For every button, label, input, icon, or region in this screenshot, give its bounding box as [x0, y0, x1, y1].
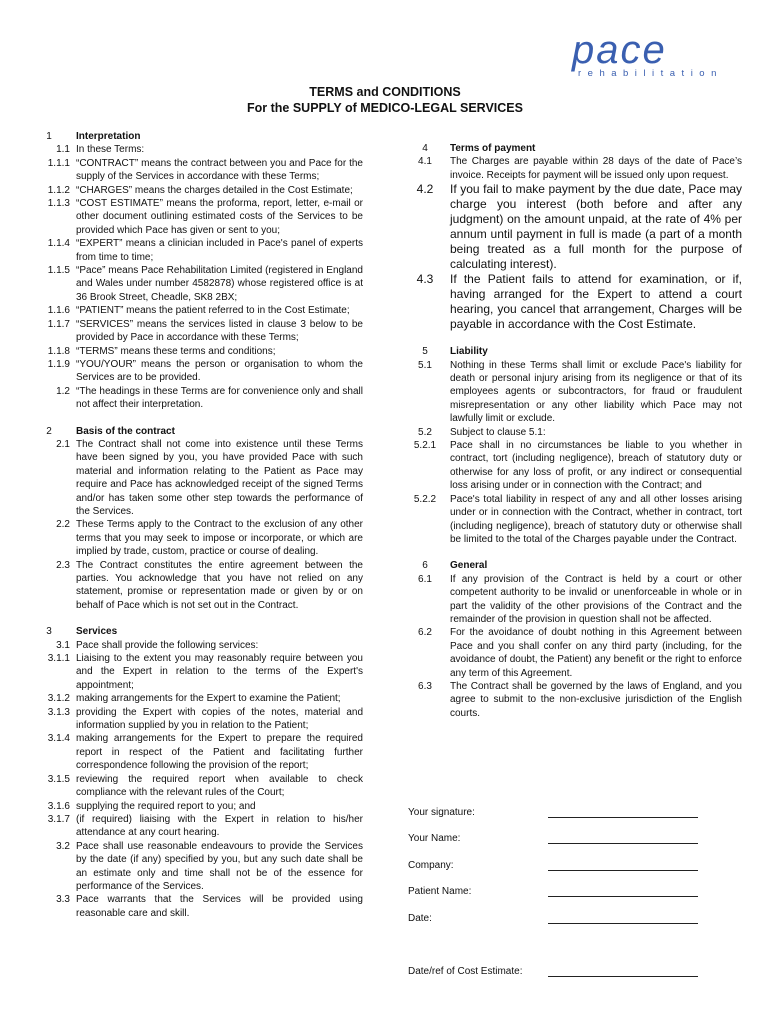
right-column [404, 142, 742, 720]
clause-number: 3.1.1 [47, 653, 70, 665]
clause [28, 813, 363, 840]
clause-number: 4.1 [418, 156, 432, 168]
signature-line[interactable] [548, 976, 698, 977]
clause-text: If you fail to make payment by the due date, Pace may charge you interest (both before and after any judgment) on the amount unpaid, at the rate of 4% per annum until payment in full is made (a part of a month being treated as a full month for the purpose of calculating interest). [450, 182, 742, 272]
clause-text: “CONTRACT” means the contract between you and Pace for the supply of the Services in accordance with these Terms; [76, 157, 363, 183]
left-column [28, 130, 363, 920]
clause [28, 157, 363, 184]
clause-text: reviewing the required report when available to check compliance with the relevant rules of the Court; [76, 773, 363, 799]
clause-text: making arrangements for the Expert to examine the Patient; [76, 693, 341, 705]
clause-number: 3.1.3 [47, 706, 70, 718]
clause-number: 5.2.2 [413, 493, 437, 505]
clause-number: 4.3 [416, 272, 434, 287]
clause-text: “CHARGES” means the charges detailed in the Cost Estimate; [76, 184, 353, 196]
clause [28, 639, 363, 652]
clause [404, 573, 742, 627]
clause [28, 438, 363, 518]
clause-number: 1.1.8 [47, 345, 70, 357]
clause [28, 264, 363, 304]
logo-subtitle: rehabilitation [578, 68, 723, 79]
clause [28, 385, 363, 412]
clause [28, 773, 363, 800]
section-title: Services [76, 626, 118, 638]
clause-number: 6.1 [418, 573, 432, 585]
clause-text: Pace shall provide the following services: [76, 639, 259, 651]
clause-text: The Contract shall be governed by the laws of England, and you agree to submit to the non-exclusive jurisdiction of the English courts. [450, 680, 742, 719]
signature-label: Patient Name: [408, 886, 472, 897]
section-gap [28, 412, 363, 425]
clause-text: Pace shall in no circumstances be liable to you whether in contract, tort (including negligence), breach of statutory duty or otherwise for any loss of profit, or any indirect or consequential loss arising under or in connection with the Contract; and [450, 440, 742, 492]
signature-line[interactable] [548, 817, 698, 818]
pace-logo [572, 30, 722, 82]
signature-label: Date/ref of Cost Estimate: [408, 966, 523, 977]
clause-number: 1.1.4 [47, 238, 70, 250]
section-heading [404, 559, 742, 572]
clause-number: 1.2 [56, 385, 70, 397]
section-title: Interpretation [76, 131, 141, 142]
clause-text: These Terms apply to the Contract to the exclusion of any other terms that you may seek to impose or incorporate, or which are implied by trade, custom, practice or course of dealing. [76, 519, 363, 558]
clause [28, 840, 363, 894]
clause-text: supplying the required report to you; and [76, 800, 256, 812]
clause-number: 2.3 [56, 559, 70, 571]
clause-text: “SERVICES” means the services listed in clause 3 below to be provided by Pace in accordance with these Terms; [76, 318, 363, 344]
clause-number: 3.1.6 [47, 800, 70, 812]
clause-number: 1.1.5 [47, 265, 70, 277]
clause [404, 182, 742, 272]
clause [404, 426, 742, 439]
clause [28, 358, 363, 385]
clause-text: (if required) liaising with the Expert in relation to his/her attendance at any court hearing. [76, 813, 363, 839]
clause [28, 345, 363, 358]
logo-wordmark: pace [572, 28, 667, 72]
clause-number: 3.1.2 [47, 693, 70, 705]
clause-text: Pace warrants that the Services will be provided using reasonable care and skill. [76, 894, 363, 919]
section-gap [28, 612, 363, 625]
section-heading [28, 130, 363, 143]
clause [28, 559, 363, 613]
clause-number: 3.3 [56, 894, 70, 906]
clause-number: 6 [422, 560, 428, 572]
clause-number: 1.1.6 [47, 305, 70, 317]
clause [28, 893, 363, 920]
clause-number: 1.1 [56, 144, 70, 156]
clause [404, 493, 742, 547]
signature-line[interactable] [548, 870, 698, 871]
clause-number: 5 [422, 346, 428, 358]
clause-text: Pace's total liability in respect of any and all other losses arising under or in connection with the Contract, whether in contract, tort (including negligence), breach of statutory duty or otherwise shall be limited to the total of the Charges payable under the Contract. [450, 493, 742, 545]
clause-text: Subject to clause 5.1: [450, 426, 546, 438]
clause-text: providing the Expert with copies of the notes, material and information supplied by you in relation to the Patient; [76, 706, 363, 732]
clause-number: 2 [46, 425, 52, 437]
clause-text: For the avoidance of doubt nothing in this Agreement between Pace and you shall confer on any third party (including, for the avoidance of doubt, the Patient) any benefit or the right to enforce any term of this Agreement. [450, 627, 742, 679]
clause-number: 1.1.7 [47, 318, 70, 330]
clause-text: The Contract constitutes the entire agreement between the parties. You acknowledge that you have not relied on any statement, promise or representation made or given by or on behalf of Pace which is not set out in the Contract. [76, 559, 363, 611]
clause-text: If the Patient fails to attend for examination, or if, having arranged for the Expert to attend a court hearing, you cancel that arrangement, Charges will be payable in accordance with the Cost Estimate. [450, 272, 742, 332]
clause-number: 2.2 [56, 519, 70, 531]
clause [404, 626, 742, 680]
doc-subtitle: For the SUPPLY of MEDICO-LEGAL SERVICES [247, 101, 523, 115]
clause [28, 518, 363, 558]
section-heading [28, 425, 363, 438]
clause [28, 732, 363, 772]
section-gap [404, 332, 742, 345]
section-heading [28, 625, 363, 638]
clause-number: 3.1.5 [47, 773, 70, 785]
signature-line[interactable] [548, 896, 698, 897]
clause-text: In these Terms: [76, 144, 145, 156]
clause [28, 706, 363, 733]
clause-number: 3.2 [56, 840, 70, 852]
section-title: Terms of payment [450, 143, 536, 154]
clause [28, 318, 363, 345]
signature-line[interactable] [548, 843, 698, 844]
doc-title: TERMS and CONDITIONS [309, 85, 461, 99]
section-title: General [450, 560, 488, 572]
clause-number: 6.2 [418, 627, 432, 639]
clause [404, 359, 742, 426]
clause-text: “TERMS” means these terms and conditions; [76, 345, 276, 357]
clause-text: The Contract shall not come into existence until these Terms have been signed by you, you have provided Pace with such material and information relating to the Patient as Pace may require and Pace has acknowledged receipt of the signed Terms and/or has taken some other step towards the performance of the Services. [76, 438, 363, 517]
signature-label: Your signature: [408, 807, 475, 818]
section-title: Basis of the contract [76, 425, 175, 437]
clause-number: 5.2.1 [413, 440, 437, 452]
clause-number: 3.1 [56, 639, 70, 651]
clause-text: “The headings in these Terms are for convenience only and shall not affect their interpretation. [76, 385, 363, 411]
clause-number: 1.1.3 [47, 198, 70, 210]
clause-text: Nothing in these Terms shall limit or exclude Pace's liability for death or personal injury arising from its negligence or that of its employees agents or subcontractors, for fraud or fraudulent misrepresentation or any other liability which Pace may not lawfully limit or exclude. [450, 359, 742, 425]
clause-text: “Pace” means Pace Rehabilitation Limited (registered in England and Wales under number 4582878) whose registered office is at 36 Brook Street, Cheadle, SK8 2BX; [76, 265, 363, 303]
section-title: Liability [450, 346, 488, 358]
clause-number: 3 [46, 626, 52, 638]
clause-number: 4.2 [416, 182, 434, 197]
clause-number: 1.1.9 [47, 358, 70, 370]
clause-number: 1.1.1 [47, 157, 70, 169]
clause [28, 237, 363, 264]
section-gap [404, 546, 742, 559]
clause-number: 4 [422, 143, 428, 154]
clause [28, 692, 363, 705]
clause-text: The Charges are payable within 28 days of the date of Pace’s invoice. Receipts for payment will be issued only upon request. [450, 156, 742, 181]
clause-number: 1.1.2 [47, 184, 70, 196]
section-heading [404, 345, 742, 358]
clause [404, 680, 742, 720]
clause-number: 1 [46, 131, 52, 142]
clause [28, 652, 363, 692]
signature-label: Your Name: [408, 833, 461, 844]
clause-number: 5.1 [418, 359, 432, 371]
signature-line[interactable] [548, 923, 698, 924]
clause-text: If any provision of the Contract is held by a court or other competent authority to be invalid or unenforceable in whole or in part the validity of the other provisions of the Contract and the remainder of the provision in question shall not be affected. [450, 573, 742, 625]
section-heading [404, 142, 742, 155]
clause [404, 155, 742, 182]
clause-text: Pace shall use reasonable endeavours to provide the Services by the date (if any) specified by you, but any such date shall be an estimate only and time shall not be of the essence for performance of the Services. [76, 840, 363, 892]
clause [404, 439, 742, 493]
clause [28, 143, 363, 156]
clause-text: making arrangements for the Expert to prepare the required report in respect of the Patient and facilitating further correspondence following the provision of the report; [76, 733, 363, 772]
clause-text: “EXPERT” means a clinician included in Pace's panel of experts from time to time; [76, 238, 363, 263]
clause-text: “PATIENT” means the patient referred to in the Cost Estimate; [76, 305, 350, 317]
clause-text: “YOU/YOUR” means the person or organisation to whom the Services are to be provided. [76, 358, 363, 384]
clause [28, 184, 363, 197]
signature-label: Company: [408, 860, 454, 871]
signature-label: Date: [408, 913, 432, 924]
clause-number: 3.1.7 [47, 813, 70, 825]
clause-number: 2.1 [56, 438, 70, 450]
clause-number: 5.2 [418, 426, 432, 438]
clause [28, 304, 363, 317]
clause [28, 800, 363, 813]
clause-number: 3.1.4 [47, 733, 70, 745]
clause [28, 197, 363, 237]
clause-number: 6.3 [418, 680, 432, 692]
clause-text: “COST ESTIMATE” means the proforma, report, letter, e-mail or other document outlining estimated costs of the Services to be provided which Pace has given or sent to you; [76, 198, 363, 236]
clause [404, 272, 742, 332]
clause-text: Liaising to the extent you may reasonably require between you and the Expert in relation to the terms of the Expert's appointment; [76, 653, 363, 691]
